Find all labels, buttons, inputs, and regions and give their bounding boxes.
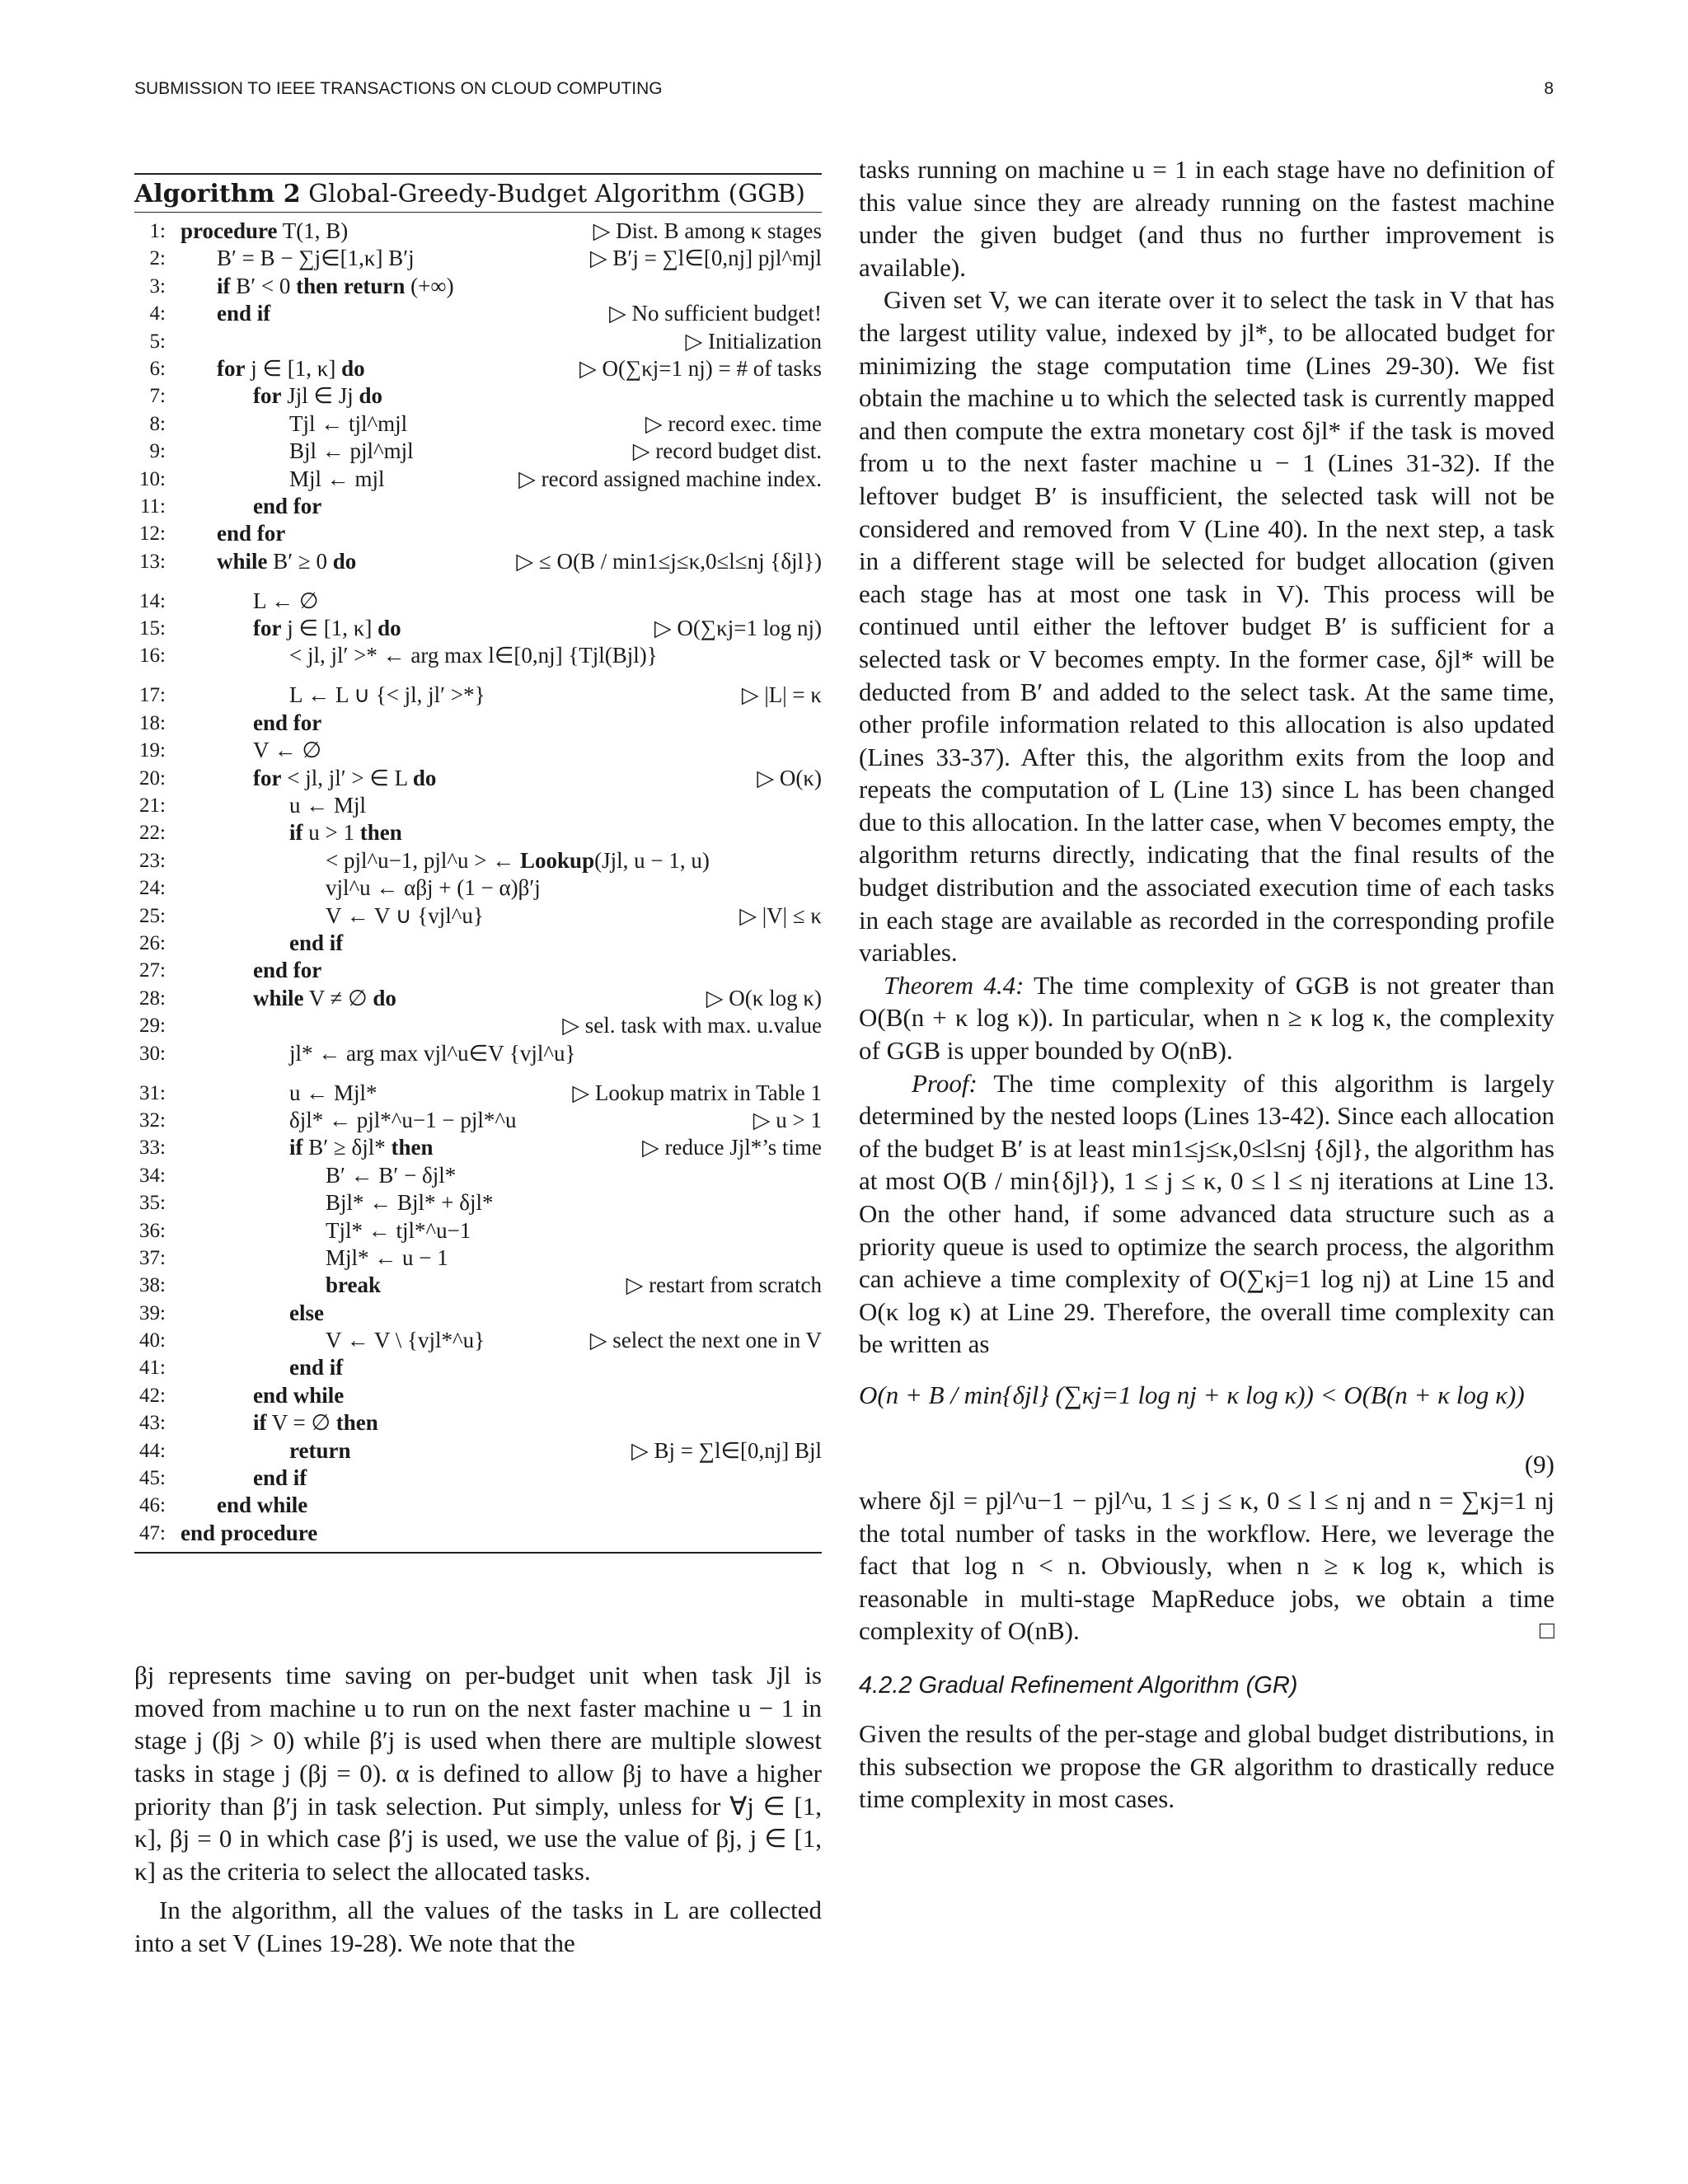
line-number: 20: [139,766,166,790]
algorithm-lines [134,213,822,1552]
line-code: end for [253,958,322,983]
algorithm-line [134,1272,822,1299]
right-paragraph-2: Given set V, we can iterate over it to select the task in V that has the largest utility value, indexed by jl*, to be allocated budget for minimizing the stage computation time (Lines 29-30). We fist obtain the machine u to which the selected task is currently mapped and then compute the extra monetary cost δjl* if the task is moved from u to the next faster machine u − 1 (Lines 31-32). If the leftover budget B′ is insufficient, the selected task will not be considered and removed from V (Line 40). In the next step, a task in a different stage will be selected for budget allocation (given each stage has at most one task in V). This process will be continued until either the leftover budget B′ is sufficient for a selected task or V becomes empty. In the former case, δjl* will be deducted from B′ and added to the select task. At the same time, other profile information related to this allocation is also updated (Lines 33-37). After this, the algorithm exits from the loop and repeats the computation of L (Line 13) since L has been changed due to this allocation. In the latter case, when V becomes empty, the algorithm returns directly, indicating that the final results of the budget distribution and the associated execution time of each tasks in each stage are available as recorded in the corresponding profile variables. [859,285,1554,968]
algorithm-line [134,588,822,615]
line-number: 21: [139,794,166,818]
line-code: vjl^u ← αβj + (1 − α)β′j [326,875,541,901]
line-number: 23: [139,849,166,872]
algorithm-line [134,930,822,957]
algorithm-line [134,1354,822,1381]
algorithm-line [134,245,822,272]
line-code: for j ∈ [1, κ] do [253,616,401,641]
line-number: 34: [139,1164,166,1187]
line-code: Mjl ← mjl [289,466,385,491]
line-code: Bjl ← pjl^mjl [289,438,414,464]
line-number: 3: [149,274,166,298]
line-code: Tjl ← tjl^mjl [289,410,408,436]
line-code: < jl, jl′ >* ← arg max l∈[0,nj] {Tjl(Bjl)} [289,643,658,668]
line-number: 18: [139,711,166,734]
algorithm-line [134,1300,822,1327]
proof [859,1067,1554,1361]
line-code: for j ∈ [1, κ] do [217,355,365,381]
line-comment: ▷ record exec. time [645,410,822,436]
line-number: 42: [139,1384,166,1407]
after-equation-body: where δjl = pjl^u−1 − pjl^u, 1 ≤ j ≤ κ, 0 ≤ l ≤ nj and n = ∑κj=1 nj the total number of tasks in the workflow. Here, we leverage the fact that log n < n. Obviously, when n ≥ κ log κ, which is reasonable in multi-stage MapReduce jobs, we obtain a time complexity of O(nB). [859,1485,1554,1646]
algorithm-line [134,1040,822,1080]
line-code: else [289,1300,324,1325]
algorithm-line [134,1012,822,1039]
line-number: 26: [139,931,166,954]
line-comment: ▷ O(∑κj=1 log nj) [654,616,822,641]
line-code: while B′ ≥ 0 do [217,548,357,574]
algorithm-line [134,1217,822,1244]
line-code: while V ≠ ∅ do [253,985,396,1010]
line-code: u ← Mjl* [289,1080,377,1105]
line-code: end while [253,1382,345,1408]
line-number: 32: [139,1108,166,1132]
algorithm-title [134,175,822,213]
line-number: 24: [139,877,166,900]
line-number: 8: [149,412,166,435]
qed-symbol: □ [1539,1617,1554,1645]
algorithm-line [134,493,822,520]
line-comment: ▷ record assigned machine index. [518,466,822,491]
left-paragraph-2: In the algorithm, all the values of the tasks in L are collected into a set V (Lines 19-28). We note that the [134,1896,822,1957]
algorithm-line [134,328,822,355]
page-header [134,79,1554,105]
line-code: end for [253,493,322,518]
line-number: 13: [139,550,166,573]
line-code: if u > 1 then [289,820,402,846]
line-code: if B′ < 0 then return (+∞) [217,273,454,298]
line-code: for < jl, jl′ > ∈ L do [253,765,437,790]
algorithm-line [134,1134,822,1161]
algorithm-line [134,1409,822,1436]
algorithm-line [134,1327,822,1354]
line-number: 22: [139,822,166,845]
line-comment: ▷ O(κ log κ) [706,985,822,1010]
line-comment: ▷ sel. task with max. u.value [562,1013,822,1038]
line-number: 35: [139,1192,166,1215]
line-number: 28: [139,987,166,1010]
algorithm-box [134,173,822,1554]
algorithm-line [134,1244,822,1272]
line-comment: ▷ |V| ≤ κ [739,902,822,928]
line-number: 19: [139,739,166,762]
algorithm-label: Algorithm 2 [134,180,301,209]
right-paragraph-1: tasks running on machine u = 1 in each stage have no definition of this value since they are already running on the fastest machine under the given budget (and thus no further improvement is available). [859,155,1554,282]
algorithm-line [134,1520,822,1547]
algorithm-line [134,300,822,327]
line-comment: ▷ Lookup matrix in Table 1 [572,1080,822,1105]
section-heading: 4.2.2 Gradual Refinement Algorithm (GR) [859,1671,1298,1699]
line-number: 33: [139,1137,166,1160]
algorithm-line [134,792,822,819]
line-code: V ← V ∪ {vjl^u} [326,902,484,928]
line-number: 47: [139,1521,166,1544]
algorithm-line [134,410,822,438]
line-number: 41: [139,1357,166,1380]
algorithm-line [134,218,822,245]
line-number: 14: [139,589,166,612]
algorithm-line [134,548,822,588]
theorem-text: The time complexity of GGB is not greater than O(B(n + κ log κ)). In particular, when n ≥ κ log κ, the complexity of GGB is upper bounded by O(nB). [859,970,1554,1066]
line-code: if V = ∅ then [253,1410,378,1436]
algorithm-line [134,765,822,792]
algorithm-line [134,615,822,642]
algorithm-line [134,847,822,874]
algorithm-line [134,957,822,984]
line-number: 25: [139,904,166,927]
line-code: end for [253,710,322,735]
algorithm-line [134,382,822,410]
line-code: Tjl* ← tjl*^u−1 [326,1217,471,1243]
algorithm-line [134,1189,822,1216]
line-code: end for [217,521,286,546]
line-code: end if [217,301,271,326]
line-comment: ▷ |L| = κ [741,682,822,708]
algorithm-line [134,1465,822,1492]
algorithm-line [134,710,822,737]
algorithm-line [134,1492,822,1519]
line-number: 43: [139,1412,166,1435]
line-number: 4: [149,302,166,326]
algorithm-line [134,642,822,682]
left-column [134,173,822,1960]
line-number: 5: [149,330,166,353]
algorithm-line [134,1162,822,1189]
algorithm-line [134,1382,822,1409]
line-number: 46: [139,1494,166,1517]
algorithm-line [134,1107,822,1134]
line-comment: ▷ No sufficient budget! [609,301,822,326]
line-code: jl* ← arg max vjl^u∈V {vjl^u} [289,1040,576,1066]
line-number: 15: [139,617,166,640]
algorithm-line [134,1080,822,1107]
line-code: end while [217,1493,308,1518]
line-code: u ← Mjl [289,793,367,818]
line-code: L ← L ∪ {< jl, jl′ >*} [289,682,485,708]
line-number: 37: [139,1246,166,1269]
line-comment: ▷ record budget dist. [632,438,822,464]
line-code: Mjl* ← u − 1 [326,1244,448,1270]
line-number: 31: [139,1081,166,1104]
equation-9 [859,1361,1554,1484]
line-comment: ▷ Bj = ∑l∈[0,nj] Bjl [631,1437,822,1463]
theorem [859,969,1554,1067]
line-number: 7: [149,385,166,408]
line-number: 12: [139,523,166,546]
after-equation-text [859,1484,1554,1647]
proof-text: The time complexity of this algorithm is largely determined by the nested loops (Lines 13-42). Since each allocation of the budget B′ is at least min1≤j≤κ,0≤l≤nj {δjl}, the algorithm has at most O(B / min{δjl}), 1 ≤ j ≤ κ, 0 ≤ l ≤ nj iterations at Line 13. On the other hand, if some advanced data structure such as a priority queue is used to optimize the search process, the algorithm can achieve a time complexity of O(∑κj=1 log nj) at Line 15 and O(κ log κ) at Line 29. Therefore, the overall time complexity can be written as [859,1068,1554,1359]
left-paragraph-1: βj represents time saving on per-budget unit when task Jjl is moved from machine u to run on the next faster machine u − 1 in stage j (βj > 0) while β′j is used when there are multiple slowest tasks in stage j (βj = 0). α is defined to allow βj to have a higher priority than β′j in task selection. Put simply, unless for ∀j ∈ [1, κ], βj = 0 in which case β′j is used, we use the value of βj, j ∈ [1, κ] as the criteria to select the allocated tasks. [134,1661,822,1886]
line-code: if B′ ≥ δjl* then [289,1135,434,1160]
algorithm-line [134,874,822,902]
line-code: L ← ∅ [253,588,319,613]
line-number: 30: [139,1042,166,1065]
line-code: V ← V \ {vjl*^u} [326,1328,485,1353]
algorithm-line [134,466,822,493]
algorithm-line [134,438,822,465]
line-code: procedure T(1, B) [181,218,349,243]
line-number: 16: [139,644,166,668]
line-number: 17: [139,684,166,707]
line-code: δjl* ← pjl*^u−1 − pjl*^u [289,1107,517,1132]
line-comment: ▷ u > 1 [753,1107,822,1132]
line-number: 11: [139,494,166,518]
line-number: 1: [149,220,166,242]
algorithm-line [134,1437,822,1465]
line-number: 44: [139,1439,166,1462]
line-code: B′ ← B′ − δjl* [326,1162,457,1188]
journal-title: SUBMISSION TO IEEE TRANSACTIONS ON CLOUD COMPUTING [134,79,663,98]
line-code: V ← ∅ [253,738,322,763]
equation-expression: O(n + B / min{δjl} (∑κj=1 log nj + κ log κ)) < O(B(n + κ log κ)) [859,1380,1525,1409]
line-comment: ▷ Initialization [685,328,822,354]
line-code: end if [289,930,344,955]
algorithm-line [134,273,822,300]
line-code: Bjl* ← Bjl* + δjl* [326,1190,494,1216]
algorithm-line [134,355,822,382]
line-number: 27: [139,959,166,982]
algorithm-line [134,819,822,846]
line-comment: ▷ B′j = ∑l∈[0,nj] pjl^mjl [589,246,822,271]
line-number: 45: [139,1467,166,1490]
algorithm-line [134,520,822,547]
line-number: 2: [149,247,166,270]
line-code: break [326,1272,382,1298]
line-number: 40: [139,1329,166,1352]
line-number: 6: [149,357,166,380]
page-number: 8 [1544,79,1554,98]
algorithm-line [134,902,822,930]
line-number: 10: [139,467,166,490]
line-comment: ▷ restart from scratch [626,1272,822,1298]
theorem-label: Theorem 4.4: [884,970,1025,1000]
line-comment: ▷ O(κ) [757,765,822,790]
line-number: 9: [149,440,166,463]
line-code: end if [253,1465,307,1491]
line-code: for Jjl ∈ Jj do [253,383,383,409]
line-code: end procedure [181,1520,318,1545]
line-code: end if [289,1355,344,1380]
line-number: 38: [139,1274,166,1297]
line-comment: ▷ select the next one in V [589,1328,822,1353]
line-number: 39: [139,1301,166,1324]
equation-number: (9) [1524,1449,1554,1479]
proof-label: Proof: [912,1068,978,1098]
line-code: < pjl^u−1, pjl^u > ← Lookup(Jjl, u − 1, u) [326,847,710,873]
algorithm-name: Global-Greedy-Budget Algorithm (GGB) [308,180,806,209]
line-comment: ▷ ≤ O(B / min1≤j≤κ,0≤l≤nj {δjl}) [516,548,822,574]
section-paragraph: Given the results of the per-stage and global budget distributions, in this subsection we propose the GR algorithm to drastically reduce time complexity in most cases. [859,1718,1554,1814]
line-comment: ▷ O(∑κj=1 nj) = # of tasks [579,355,822,381]
algorithm-line [134,682,822,709]
algorithm-line [134,985,822,1012]
line-number: 29: [139,1015,166,1038]
line-code: return [289,1437,351,1463]
line-comment: ▷ reduce Jjl*’s time [642,1135,822,1160]
line-comment: ▷ Dist. B among κ stages [593,218,822,243]
algorithm-line [134,737,822,764]
line-number: 36: [139,1219,166,1242]
line-code: B′ = B − ∑j∈[1,κ] B′j [217,246,415,271]
right-column [859,153,1554,1816]
